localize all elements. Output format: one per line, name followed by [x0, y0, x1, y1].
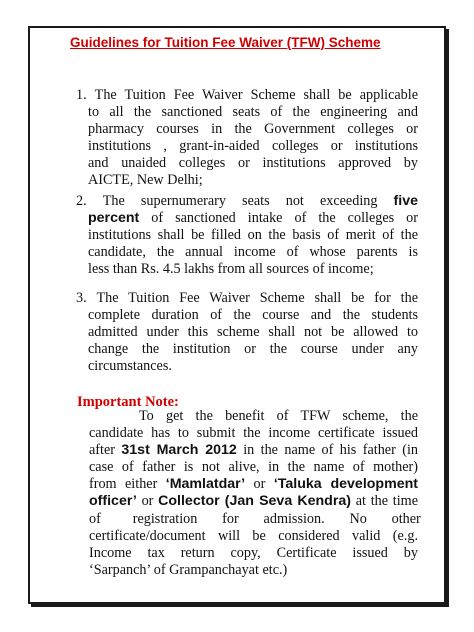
- item-1-line: to all the sanctioned seats of the engineering and: [88, 104, 418, 121]
- note-text: or: [245, 476, 274, 493]
- item-3-line: admitted under this scheme shall not be allowed to: [88, 324, 418, 341]
- note-line: case of father is not alive, in the name of mother): [89, 459, 418, 476]
- guideline-item-3: [76, 290, 418, 375]
- item-2-line: less than Rs. 4.5 lakhs from all sources of income;: [88, 261, 374, 278]
- note-bold-collector: Collector (Jan Seva Kendra): [158, 493, 351, 510]
- item-3-line: change the institution or the course under any: [88, 341, 418, 358]
- item-3-line: complete duration of the course and the students: [88, 307, 418, 324]
- item-2-line: candidate, the annual income of whose parents is: [88, 244, 418, 261]
- item-2-line: institutions shall be filled on the basis of merit of the: [88, 227, 418, 244]
- item-1-line: [76, 87, 418, 104]
- note-bold-officer: officer’: [89, 493, 137, 510]
- item-2-text: of sanctioned intake of the colleges or: [139, 210, 418, 227]
- item-1-line: institutions , grant-in-aided colleges or institutions: [88, 138, 418, 155]
- item-1-line: AICTE, New Delhi;: [88, 172, 203, 189]
- note-line: of registration for admission. No other: [89, 510, 421, 527]
- important-note-body: [77, 408, 421, 579]
- note-line: certificate/document will be considered valid (e.g.: [89, 527, 418, 544]
- guideline-item-2: [76, 193, 418, 278]
- item-2-bold-five: five: [393, 193, 418, 209]
- item-3-line: circumstances.: [88, 358, 172, 375]
- item-2-line: [76, 210, 418, 227]
- note-bold-mamlatdar: ‘Mamlatdar’: [165, 476, 246, 493]
- item-3-number: 3.: [76, 290, 87, 306]
- note-line: [77, 442, 418, 459]
- note-text: from either: [89, 476, 166, 493]
- important-note-heading: Important Note:: [77, 394, 179, 410]
- note-text: at the time: [350, 493, 418, 510]
- item-1-line: pharmacy courses in the Government colleges or: [88, 121, 418, 138]
- item-2-bold-percent: percent: [88, 210, 140, 227]
- note-line: ‘Sarpanch’ of Grampanchayat etc.): [89, 561, 288, 578]
- item-3-line: [76, 290, 418, 307]
- item-2-text: The supernumerary seats not exceeding: [102, 193, 394, 209]
- note-bold-date: 31st March 2012: [121, 442, 237, 459]
- item-1-number: 1.: [76, 87, 87, 103]
- note-bold-taluka: ‘Taluka development: [273, 476, 418, 493]
- item-2-line: [76, 193, 418, 210]
- document-title: Guidelines for Tuition Fee Waiver (TFW) Scheme: [70, 35, 381, 50]
- item-2-number: 2.: [76, 193, 87, 209]
- note-text: after: [89, 442, 122, 459]
- item-1-line: and unaided colleges or institutions approved by: [88, 155, 418, 172]
- note-text: in the name of his father (in: [236, 442, 418, 459]
- item-1-text: The Tuition Fee Waiver Scheme shall be applicable: [94, 87, 418, 103]
- note-text: or: [136, 493, 159, 510]
- guideline-item-1: [76, 87, 418, 190]
- item-3-text: The Tuition Fee Waiver Scheme shall be for the: [96, 290, 419, 306]
- note-line: candidate has to submit the income certificate issued: [89, 425, 418, 442]
- note-line: To get the benefit of TFW scheme, the: [139, 408, 418, 424]
- note-line: [77, 476, 418, 493]
- note-line: Income tax return copy, Certificate issued by: [89, 544, 418, 561]
- note-line: [77, 493, 418, 510]
